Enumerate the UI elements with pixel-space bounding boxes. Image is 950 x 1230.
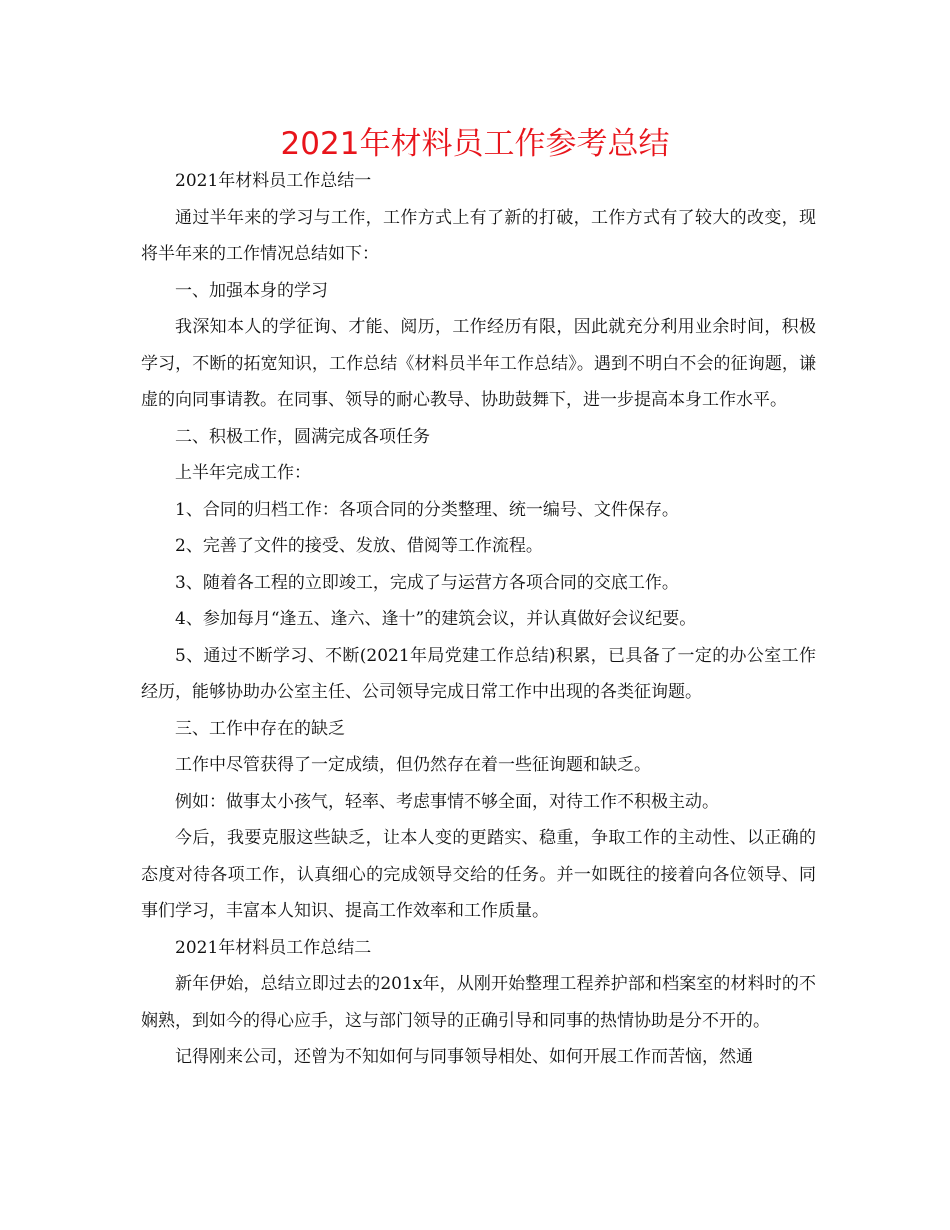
paragraph: 2、完善了文件的接受、发放、借阅等工作流程。 <box>175 536 543 556</box>
paragraph: 新年伊始，总结立即过去的201x年，从刚开始整理工程养护部和档案室的材料时的不娴熟，到如今的得心应手，这与部门领导的正确引导和同事的热情协助是分不开的。 <box>141 974 816 1031</box>
paragraph: 记得刚来公司，还曾为不知如何与同事领导相处、如何开展工作而苦恼，然通 <box>175 1047 753 1067</box>
document-title: 2021年材料员工作参考总结 <box>280 126 670 162</box>
paragraph: 3、随着各工程的立即竣工，完成了与运营方各项合同的交底工作。 <box>175 572 679 593</box>
paragraph: 工作中尽管获得了一定成绩，但仍然存在着一些征询题和缺乏。 <box>175 755 651 775</box>
paragraph: 上半年完成工作： <box>175 463 311 483</box>
paragraph: 一、加强本身的学习 <box>175 280 328 301</box>
paragraph: 2021年材料员工作总结二 <box>175 937 372 958</box>
paragraph: 4、参加每月“逢五、逢六、逢十”的建筑会议，并认真做好会议纪要。 <box>175 609 697 629</box>
paragraph: 二、积极工作，圆满完成各项任务 <box>175 426 430 447</box>
paragraph: 今后，我要克服这些缺乏，让本人变的更踏实、稳重，争取工作的主动性、以正确的态度对待各项工作，认真细心的完成领导交给的任务。并一如既往的接着向各位领导、同事们学习，丰富本人知识、提高工作效率和工作质量。 <box>141 828 816 921</box>
paragraph: 1、合同的归档工作：各项合同的分类整理、统一编号、文件保存。 <box>175 499 679 520</box>
paragraph: 2021年材料员工作总结一 <box>175 171 372 191</box>
paragraph: 5、通过不断学习、不断(2021年局党建工作总结)积累，已具备了一定的办公室工作经历，能够协助办公室主任、公司领导完成日常工作中出现的各类征询题。 <box>141 645 816 702</box>
paragraph: 例如：做事太小孩气，轻率、考虑事情不够全面，对待工作不积极主动。 <box>175 791 719 812</box>
paragraph: 通过半年来的学习与工作，工作方式上有了新的打破，工作方式有了较大的改变，现将半年来的工作情况总结如下： <box>141 207 816 264</box>
document-body <box>141 163 816 1076</box>
paragraph: 我深知本人的学征询、才能、阅历，工作经历有限，因此就充分利用业余时间，积极学习，不断的拓宽知识，工作总结《材料员半年工作总结》。遇到不明白不会的征询题，谦虚的向同事请教。在同事、领导的耐心教导、协助鼓舞下，进一步提高本身工作水平。 <box>141 317 816 410</box>
paragraph: 三、工作中存在的缺乏 <box>175 718 345 739</box>
